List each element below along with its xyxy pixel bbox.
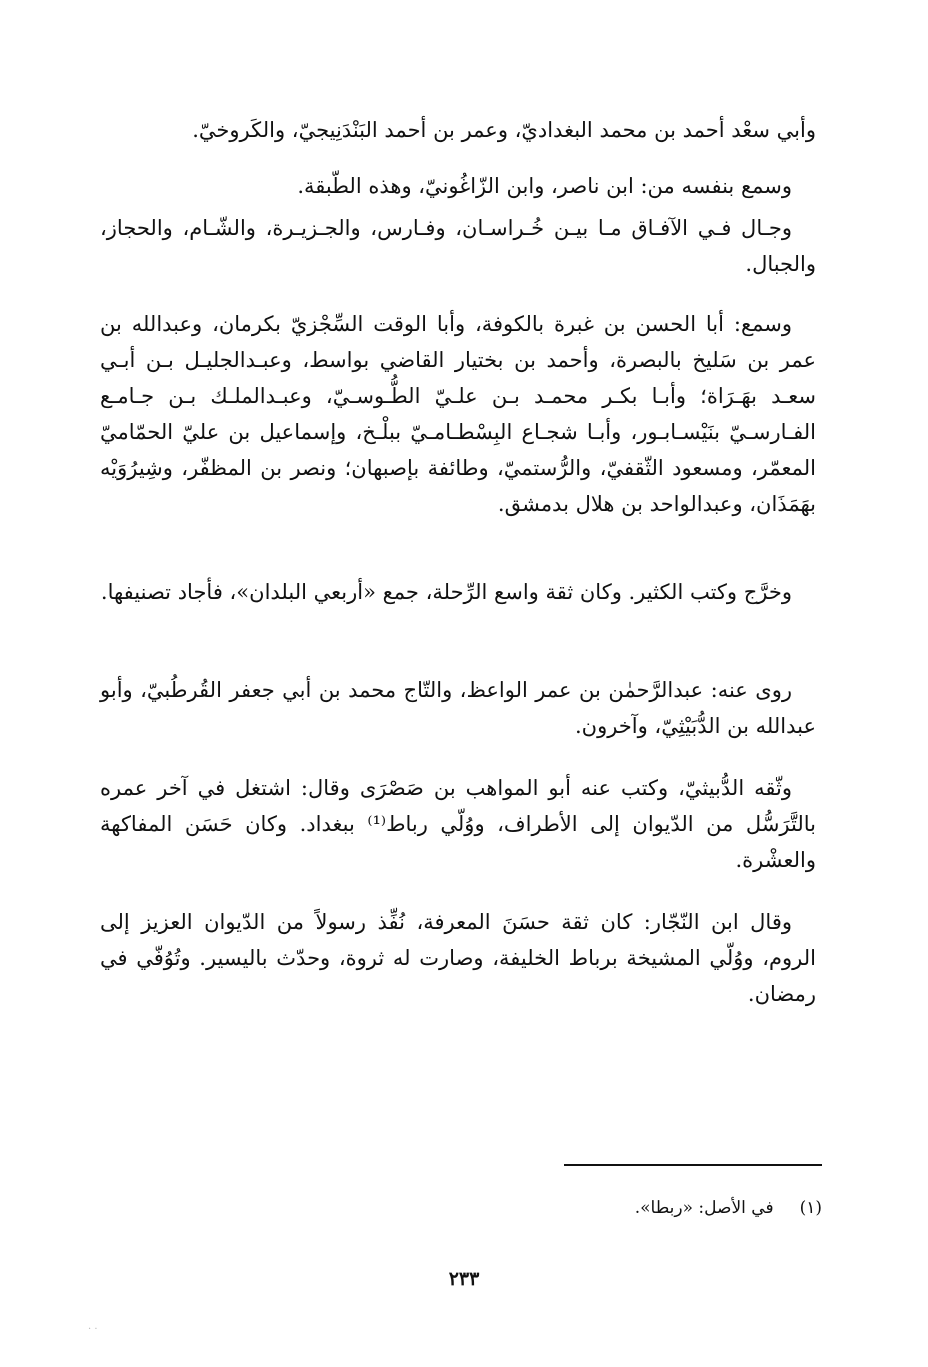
paragraph-text: وجـال فـي الآفـاق مـا بيـن خُـراسـان، وفـارس، والجـزيـرة، والشّـام، والحجاز، والجبال.: [100, 216, 816, 276]
footnote-text: في الأصل: «ربطا».: [634, 1198, 774, 1218]
paragraph-heard-himself: [100, 168, 816, 204]
paragraph-text: وخرَّج وكتب الكثير. وكان ثقة واسع الرِّحلة، جمع «أربعي البلدان»، فأجاد تصنيفها.: [100, 580, 792, 604]
paragraph-teachers-continued: وأبي سعْد أحمد بن محمد البغداديّ، وعمر بن أحمد البَنْدَنِيجيّ، والكَروخيّ.: [192, 118, 816, 142]
scan-speck: · ·: [88, 1324, 98, 1335]
paragraph-text: روى عنه: عبدالرَّحمٰن بن عمر الواعظ، والتّاج محمد بن أبي جعفر القُرطُبيّ، وأبو عبدالله بن الدُّبَيْثِيّ، وآخرون.: [100, 678, 816, 738]
footnote-number: (١): [799, 1198, 822, 1218]
footnote: [300, 1194, 822, 1222]
paragraph-writings: [100, 574, 816, 610]
paragraph-text: وسمع بنفسه من: ابن ناصر، وابن الزّاغُونيّ، وهذه الطّبقة.: [297, 174, 792, 198]
paragraph-text: وقال ابن النّجّار: كان ثقة حسَنَ المعرفة، نُفِّذ رسولاً من الدّيوان العزيز إلى الروم، ووُلّي المشيخة برباط الخليفة، وصارت له ثروة، وحدّث باليسير. وتُوُفّي في رمضان.: [100, 910, 816, 1006]
paragraph-dubaythi: [100, 770, 816, 878]
paragraph-heard-from: [100, 306, 816, 522]
page-number: ٢٣٣: [448, 1268, 480, 1290]
footnote-divider: [564, 1164, 822, 1166]
paragraph-ibn-najjar: [100, 904, 816, 1012]
paragraph-text: وسمع: أبا الحسن بن غبرة بالكوفة، وأبا الوقت السِّجْزيّ بكرمان، وعبدالله بن عمر بن سَليخ بالبصرة، وأحمد بن بختيار القاضي بواسط، وعبـدالجليـل بـن أبـي سعـد بهَـرَاة؛ وأبـا بكـر محمـد بـن علـيّ الطُّـوسـيّ، وعبـدالملـك بـن جـامـع الفـارسـيّ بنَيْسـابـور، وأبـا شجـاع البِسْطـامـيّ ببلْـخ، وإسماعيل بن عليّ الحمّاميّ المعمّر، ومسعود الثّقفيّ، والرُّستميّ، وطائفة بإصبهان؛ ونصر بن المظفّر، وشِيرُوَيْه بهَمَذَان، وعبدالواحد بن هلال بدمشق.: [100, 312, 816, 516]
paragraph-narrators: [100, 672, 816, 744]
paragraph-travels: [100, 210, 816, 282]
paragraph-text: وثّقه الدُّبيثيّ، وكتب عنه أبو المواهب بن صَصْرَى وقال: اشتغل في آخر عمره بالتَّرَسُّل من الدّيوان إلى الأطراف، ووُلّي رباط⁽¹⁾ ببغداد. وكان حَسَن المفاكهة والعشْرة.: [100, 776, 816, 872]
